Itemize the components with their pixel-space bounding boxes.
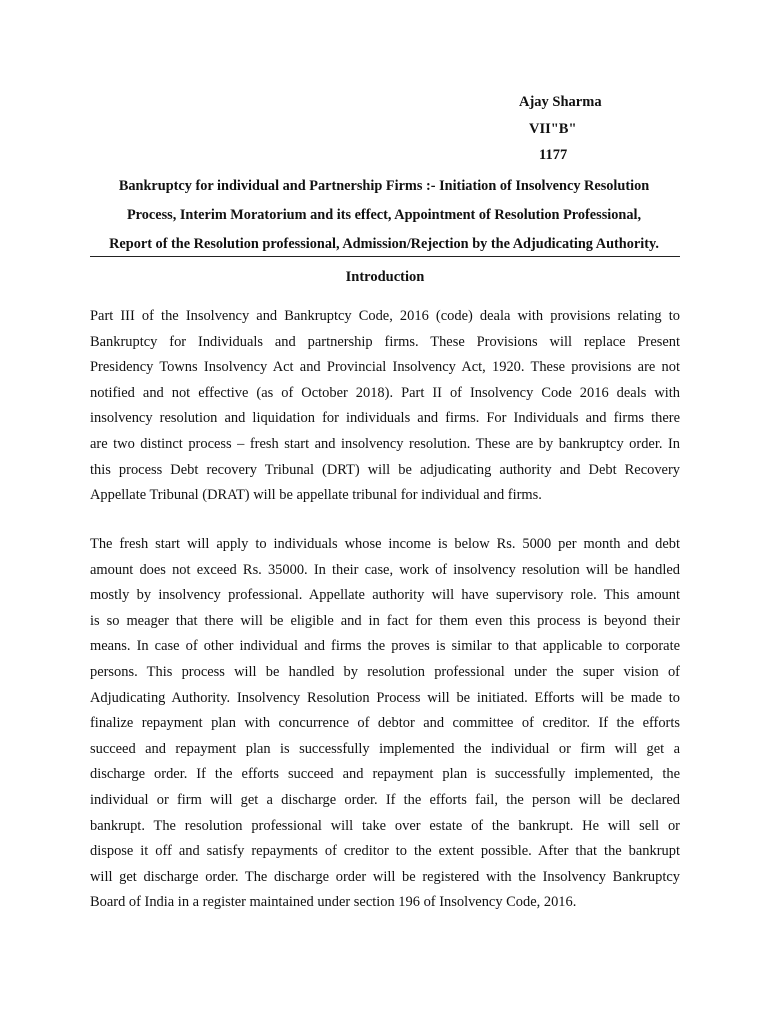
paragraph-introduction [90,304,680,509]
text-line: will get discharge order. The discharge order will be registered with the Insolvency Bankruptcy [90,868,680,885]
text-line: is so meager that there will be eligible and in fact for them even this process is beyond their [90,612,680,629]
text-line: amount does not exceed Rs. 35000. In their case, work of insolvency resolution will be handled [90,561,680,578]
text-line: mostly by insolvency professional. Appellate authority will have supervisory role. This amount [90,587,680,604]
title-divider [90,256,680,257]
text-line: Bankruptcy for Individuals and partnership firms. These Provisions will replace Present [90,333,680,350]
text-line: this process Debt recovery Tribunal (DRT) will be adjudicating authority and Debt Recovery [90,461,680,478]
text-line: bankrupt. The resolution professional will take over estate of the bankrupt. He will sell or [90,817,680,834]
text-line: finalize repayment plan with concurrence of debtor and committee of creditor. If the efforts [90,715,680,732]
text-line: succeed and repayment plan is successfully implemented the individual or firm will get a [90,740,680,757]
text-line: Board of India in a register maintained under section 196 of Insolvency Code, 2016. [90,894,577,911]
text-line: Appellate Tribunal (DRAT) will be appellate tribunal for individual and firms. [90,487,542,504]
document-title [76,172,692,259]
section-heading-introduction: Introduction [345,269,425,285]
text-line: Part III of the Insolvency and Bankruptcy Code, 2016 (code) deala with provisions relating to [90,308,680,324]
text-line: Adjudicating Authority. Insolvency Resolution Process will be initiated. Efforts will be made to [90,689,680,706]
title-line: Process, Interim Moratorium and its effect, Appointment of Resolution Professional, [126,207,642,223]
author-roll-number: 1177 [539,147,568,163]
author-name: Ajay Sharma [519,94,602,110]
text-line: dispose it off and satisfy repayments of creditor to the extent possible. After that the bankrupt [90,843,680,860]
text-line: Presidency Towns Insolvency Act and Provincial Insolvency Act, 1920. These provisions are not [90,359,680,376]
text-line: means. In case of other individual and firms the proves is similar to that applicable to corporate [90,638,680,655]
text-line: insolvency resolution and liquidation for individuals and firms. For Individuals and firms there [90,410,680,427]
title-line: Report of the Resolution professional, Admission/Rejection by the Adjudicating Authority. [109,236,659,252]
text-line: The fresh start will apply to individuals whose income is below Rs. 5000 per month and debt [90,536,680,552]
text-line: discharge order. If the efforts succeed and repayment plan is successfully implemented, the [90,766,680,783]
text-line: are two distinct process – fresh start and insolvency resolution. These are by bankruptcy order. In [90,435,680,452]
paragraph-fresh-start [90,532,680,916]
title-line: Bankruptcy for individual and Partnership Firms :- Initiation of Insolvency Resolution [118,178,650,194]
text-line: notified and not effective (as of October 2018). Part II of Insolvency Code 2016 deals with [90,384,680,401]
text-line: individual or firm will get a discharge order. If the efforts fail, the person will be declared [90,791,680,808]
author-class: VII"B" [529,121,577,137]
text-line: persons. This process will be handled by resolution professional under the super vision of [90,663,680,680]
